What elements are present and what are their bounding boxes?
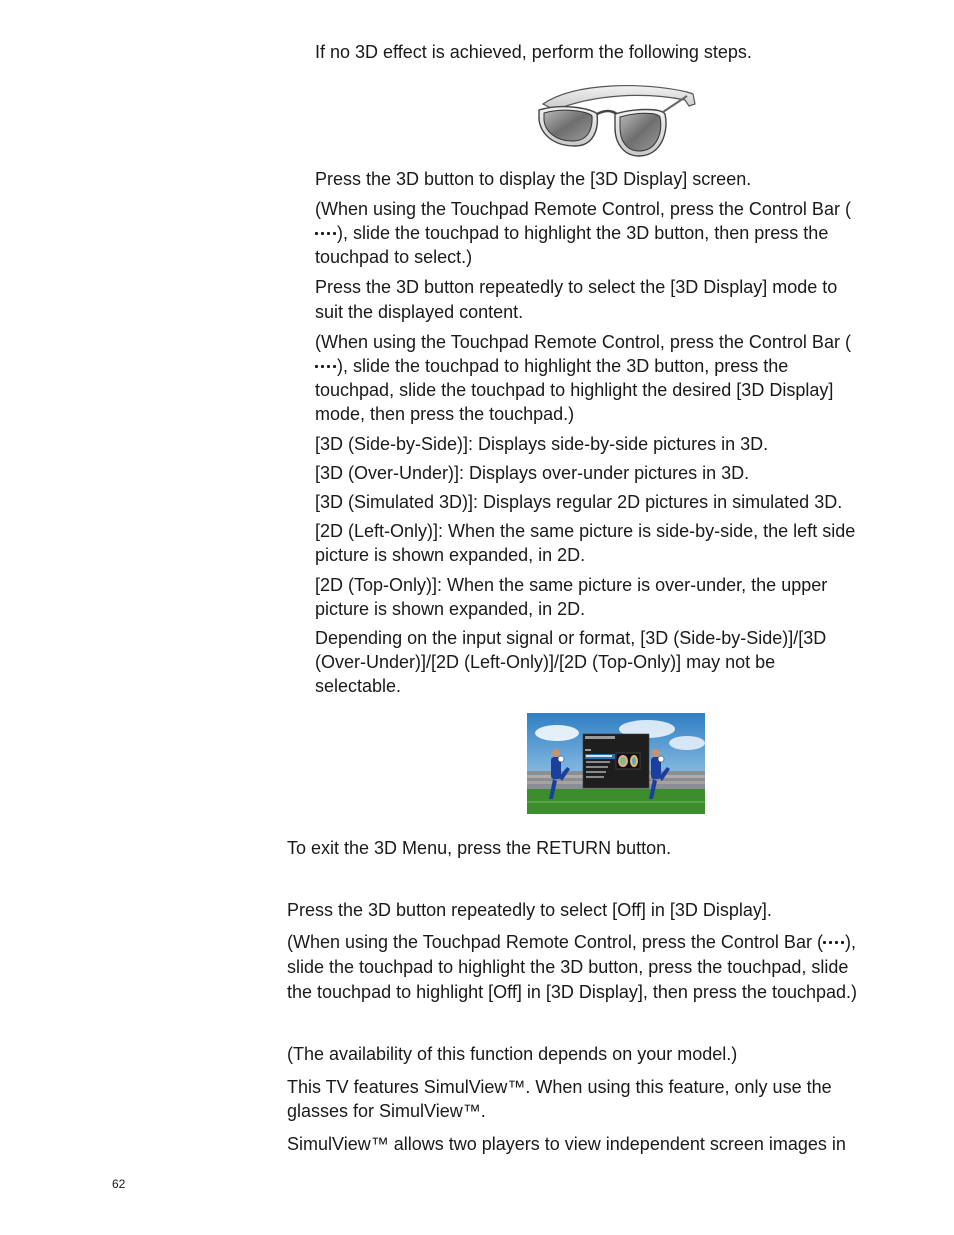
step1-note — [315, 197, 915, 269]
depending-line1: Depending on the input signal or format, [3D (Side-by-Side)]/[3D — [315, 628, 827, 648]
step2-note — [315, 330, 915, 426]
simulview-text — [287, 1075, 917, 1123]
availability-text: (The availability of this function depends on your model.) — [287, 1044, 738, 1064]
off-note-line1-end: ), — [844, 932, 856, 952]
mode-left-only-line1: [2D (Left-Only)]: When the same picture is side-by-side, the left side — [315, 521, 856, 541]
depending-line2: (Over-Under)]/[2D (Left-Only)]/[2D (Top-Only)] may not be — [315, 652, 776, 672]
step1-note-line1: (When using the Touchpad Remote Control, press the Control Bar ( — [315, 199, 851, 219]
step2-line1: Press the 3D button repeatedly to select the [3D Display] mode to — [315, 277, 838, 297]
intro-text: If no 3D effect is achieved, perform the following steps. — [315, 42, 752, 62]
step1-text: Press the 3D button to display the [3D Display] screen. — [315, 169, 752, 189]
step1-note-line3: touchpad to select.) — [315, 247, 473, 267]
off-note — [287, 930, 917, 1005]
exit-text: To exit the 3D Menu, press the RETURN button. — [287, 838, 672, 858]
control-bar-icon — [315, 228, 337, 238]
step2-note-line3: touchpad, slide the touchpad to highlight the desired [3D Display] — [315, 380, 834, 400]
step2-note-line4: mode, then press the touchpad.) — [315, 404, 575, 424]
mode-left-only — [315, 519, 915, 567]
off-text: Press the 3D button repeatedly to select [Off] in [3D Display]. — [287, 900, 772, 920]
page-number: 62 — [112, 1177, 126, 1191]
tv-3d-display-screenshot — [527, 713, 705, 814]
mode-top-only-line1: [2D (Top-Only)]: When the same picture is over-under, the upper — [315, 575, 828, 595]
simulview-line1: This TV features SimulView™. When using this feature, only use the — [287, 1077, 832, 1097]
mode-over-under: [3D (Over-Under)]: Displays over-under pictures in 3D. — [315, 463, 750, 483]
off-note-line2: slide the touchpad to highlight the 3D button, press the touchpad, slide — [287, 957, 849, 977]
mode-top-only-line2: picture is shown expanded, in 2D. — [315, 599, 586, 619]
off-note-line1: (When using the Touchpad Remote Control, press the Control Bar ( — [287, 932, 823, 952]
control-bar-icon — [823, 937, 845, 947]
depending-line3: selectable. — [315, 676, 402, 696]
mode-left-only-line2: picture is shown expanded, in 2D. — [315, 545, 586, 565]
step2-note-line2: ), slide the touchpad to highlight the 3D button, press the — [337, 356, 789, 376]
control-bar-icon — [315, 361, 337, 371]
off-note-line3: the touchpad to highlight [Off] in [3D Display], then press the touchpad.) — [287, 982, 858, 1002]
simulview-players-text: SimulView™ allows two players to view independent screen images in — [287, 1134, 846, 1154]
step1-note-line2: ), slide the touchpad to highlight the 3D button, then press the — [337, 223, 829, 243]
mode-top-only — [315, 573, 915, 621]
step2-line2: suit the displayed content. — [315, 302, 524, 322]
simulview-line2: glasses for SimulView™. — [287, 1101, 486, 1121]
mode-side-by-side: [3D (Side-by-Side)]: Displays side-by-side pictures in 3D. — [315, 434, 769, 454]
depending-note — [315, 626, 915, 698]
step2-note-line1: (When using the Touchpad Remote Control, press the Control Bar ( — [315, 332, 851, 352]
step2-text — [315, 275, 915, 325]
mode-simulated: [3D (Simulated 3D)]: Displays regular 2D pictures in simulated 3D. — [315, 492, 843, 512]
3d-glasses-illustration — [535, 80, 697, 160]
